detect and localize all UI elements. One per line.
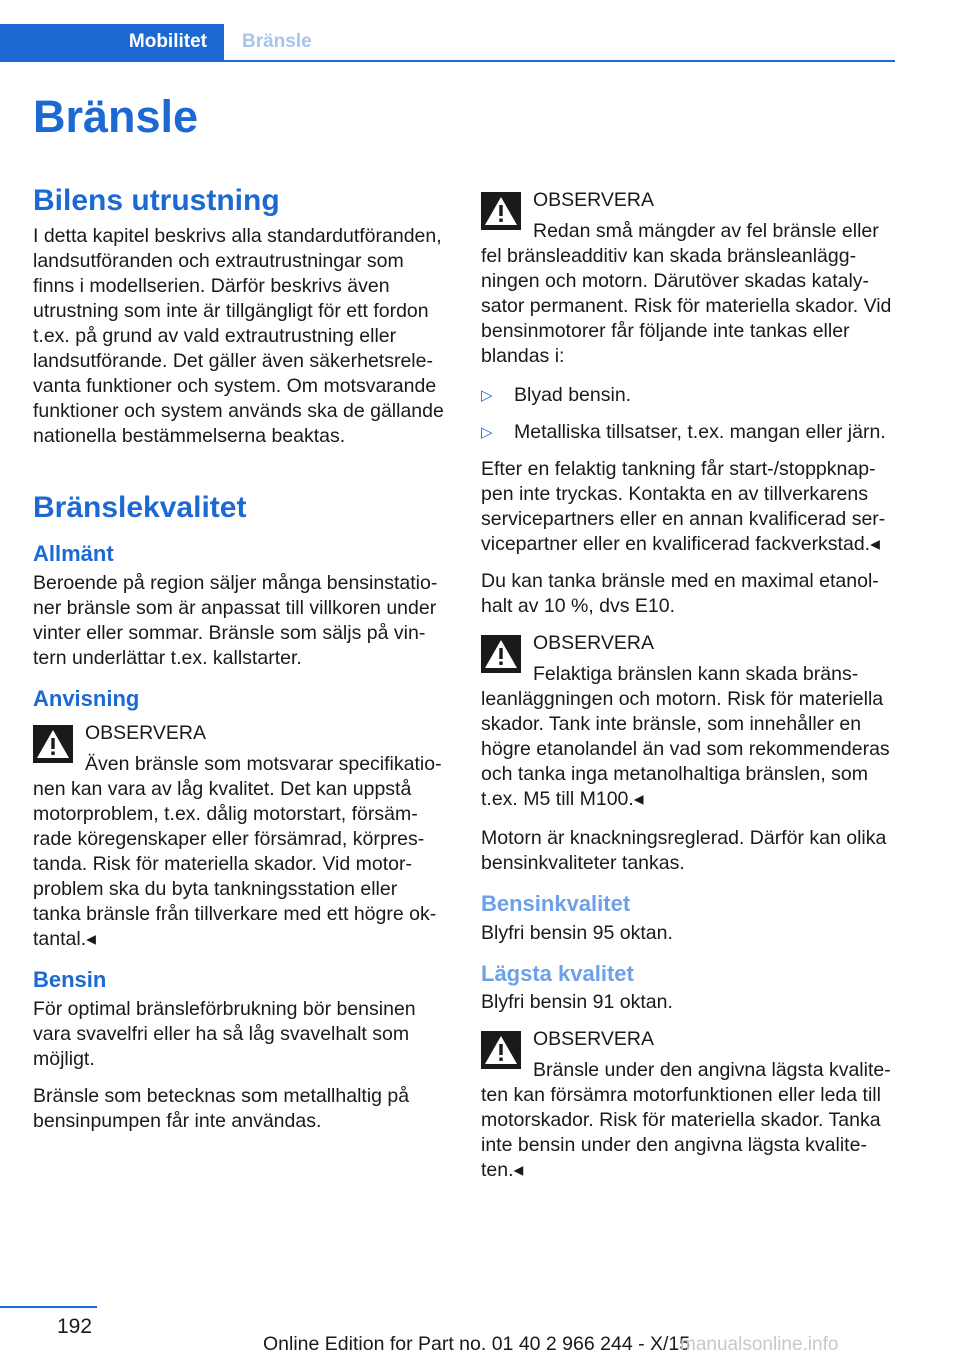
- section-title-branslekvalitet: Bränslekvalitet: [33, 490, 247, 524]
- warning-block: [33, 721, 449, 952]
- section-title-bilens-utrustning: Bilens utrustning: [33, 184, 280, 217]
- paragraph-etanol: Du kan tanka bränsle med en maximal etanolhalt av 10 %, dvs E10.: [481, 570, 879, 617]
- warning-text: Redan små mängder av fel bränsle eller fel bränsleadditiv kan skada bränsleanläggningen och motorn. Därutöver skadas katalysator permanent. Risk för materiella skador. Vid bensinmotorer får följande inte tankas eller blandas i:: [481, 220, 892, 367]
- subsection-title-bensinkvalitet: Bensinkvalitet: [481, 891, 631, 916]
- subsection-title-anvisning: Anvisning: [33, 685, 140, 711]
- list-item: ▷ Blyad bensin.: [481, 384, 632, 406]
- warning-text: Bränsle under den angivna lägsta kvaliteten kan försämra motorfunktionen eller leda till motorskador. Risk för materiella skador. Tanka inte bensin under den angivna lägsta kvaliteten.◂: [481, 1059, 891, 1182]
- warning-icon: [33, 725, 73, 763]
- left-column: [33, 182, 449, 1146]
- watermark: manualsonline.info: [680, 1334, 839, 1355]
- tab-mobilitet[interactable]: Mobilitet: [0, 24, 224, 60]
- warning-heading: OBSERVERA: [533, 632, 655, 654]
- paragraph-allmant: Beroende på region säljer många bensinstationer bränsle som är anpassat till villkoren under vinter eller sommar. Bränsle som säljs på vintern underlättar t.ex. kallstarter.: [33, 571, 438, 669]
- warning-block: [481, 188, 897, 369]
- warning-heading: OBSERVERA: [533, 189, 655, 211]
- warning-text: Felaktiga bränslen kann skada bränsleanläggningen och motorn. Risk för materiella skador. Tank inte bränsle, som innehåller en högre etanolandel än vad som rekommenderas och tanka inga metanolhaltiga bränslen, som t.ex. M5 till M100.◂: [481, 663, 890, 810]
- list-item: ▷ Metalliska tillsatser, t.ex. mangan eller järn.: [481, 421, 886, 443]
- triangle-bullet-icon: ▷: [481, 387, 493, 404]
- paragraph-felaktig-tankning: Efter en felaktig tankning får start-/stoppknappen inte tryckas. Kontakta en av tillverkarens servicepartners eller en annan kvalificerad servicepartner eller en kvalificerad fackverkstad.◂: [481, 458, 886, 555]
- header-divider: [0, 60, 895, 62]
- paragraph-bensin-1: För optimal bränsleförbrukning bör bensinen vara svavelfri eller ha så låg svavelhalt som möjligt.: [33, 997, 416, 1070]
- paragraph-utrustning: I detta kapitel beskrivs alla standardutföranden, landsutföranden och extrautrustningar som finns i modellserien. Därför beskrivs även utrustning som inte är tillgängligt för ett fordon t.ex. på grund av vald extrautrustning eller landsutförande. Det gäller även säkerhetsrelevanta funktioner och system. Om motsvarande funktioner och system används ska de gällande nationella bestämmelserna beaktas.: [33, 224, 444, 447]
- page-title: Bränsle: [33, 91, 199, 142]
- warning-block: [481, 1027, 897, 1183]
- warning-heading: OBSERVERA: [85, 722, 207, 745]
- footer-divider: [0, 1306, 97, 1308]
- warning-icon: [481, 635, 521, 673]
- paragraph-lagsta-kvalitet: Blyfri bensin 91 oktan.: [481, 991, 673, 1014]
- warning-icon: [481, 192, 521, 230]
- header-bar: [0, 24, 895, 62]
- warning-heading: OBSERVERA: [533, 1028, 655, 1051]
- subsection-title-bensin: Bensin: [33, 967, 107, 993]
- paragraph-knackning: Motorn är knackningsreglerad. Därför kan olika bensinkvaliteter tankas.: [481, 827, 887, 874]
- subsection-title-allmant: Allmänt: [33, 541, 114, 566]
- paragraph-bensin-2: Bränsle som betecknas som metallhaltig på bensinpumpen får inte användas.: [33, 1084, 410, 1132]
- right-column: [481, 182, 897, 1197]
- page-number: 192: [57, 1315, 93, 1338]
- triangle-bullet-icon: ▷: [481, 424, 493, 441]
- warning-icon: [481, 1031, 521, 1069]
- warning-text: Även bränsle som motsvarar specifikationen kan vara av låg kvalitet. Det kan uppstå motorproblem, t.ex. dålig motorstart, försämrade köregenskaper eller försämrad, körprestanda. Risk för materiella skador. Vid motorproblem ska du byta tankningsstation eller tanka bränsle från tillverkare med ett högre oktantal.◂: [33, 753, 442, 951]
- subsection-title-lagsta-kvalitet: Lägsta kvalitet: [481, 960, 634, 986]
- warning-block: [481, 631, 897, 812]
- tab-bransle[interactable]: Bränsle: [242, 31, 312, 52]
- bullet-list: [481, 383, 897, 445]
- paragraph-bensinkvalitet: Blyfri bensin 95 oktan.: [481, 921, 673, 944]
- footer-edition: Online Edition for Part no. 01 40 2 966 244 - X/15: [263, 1333, 691, 1355]
